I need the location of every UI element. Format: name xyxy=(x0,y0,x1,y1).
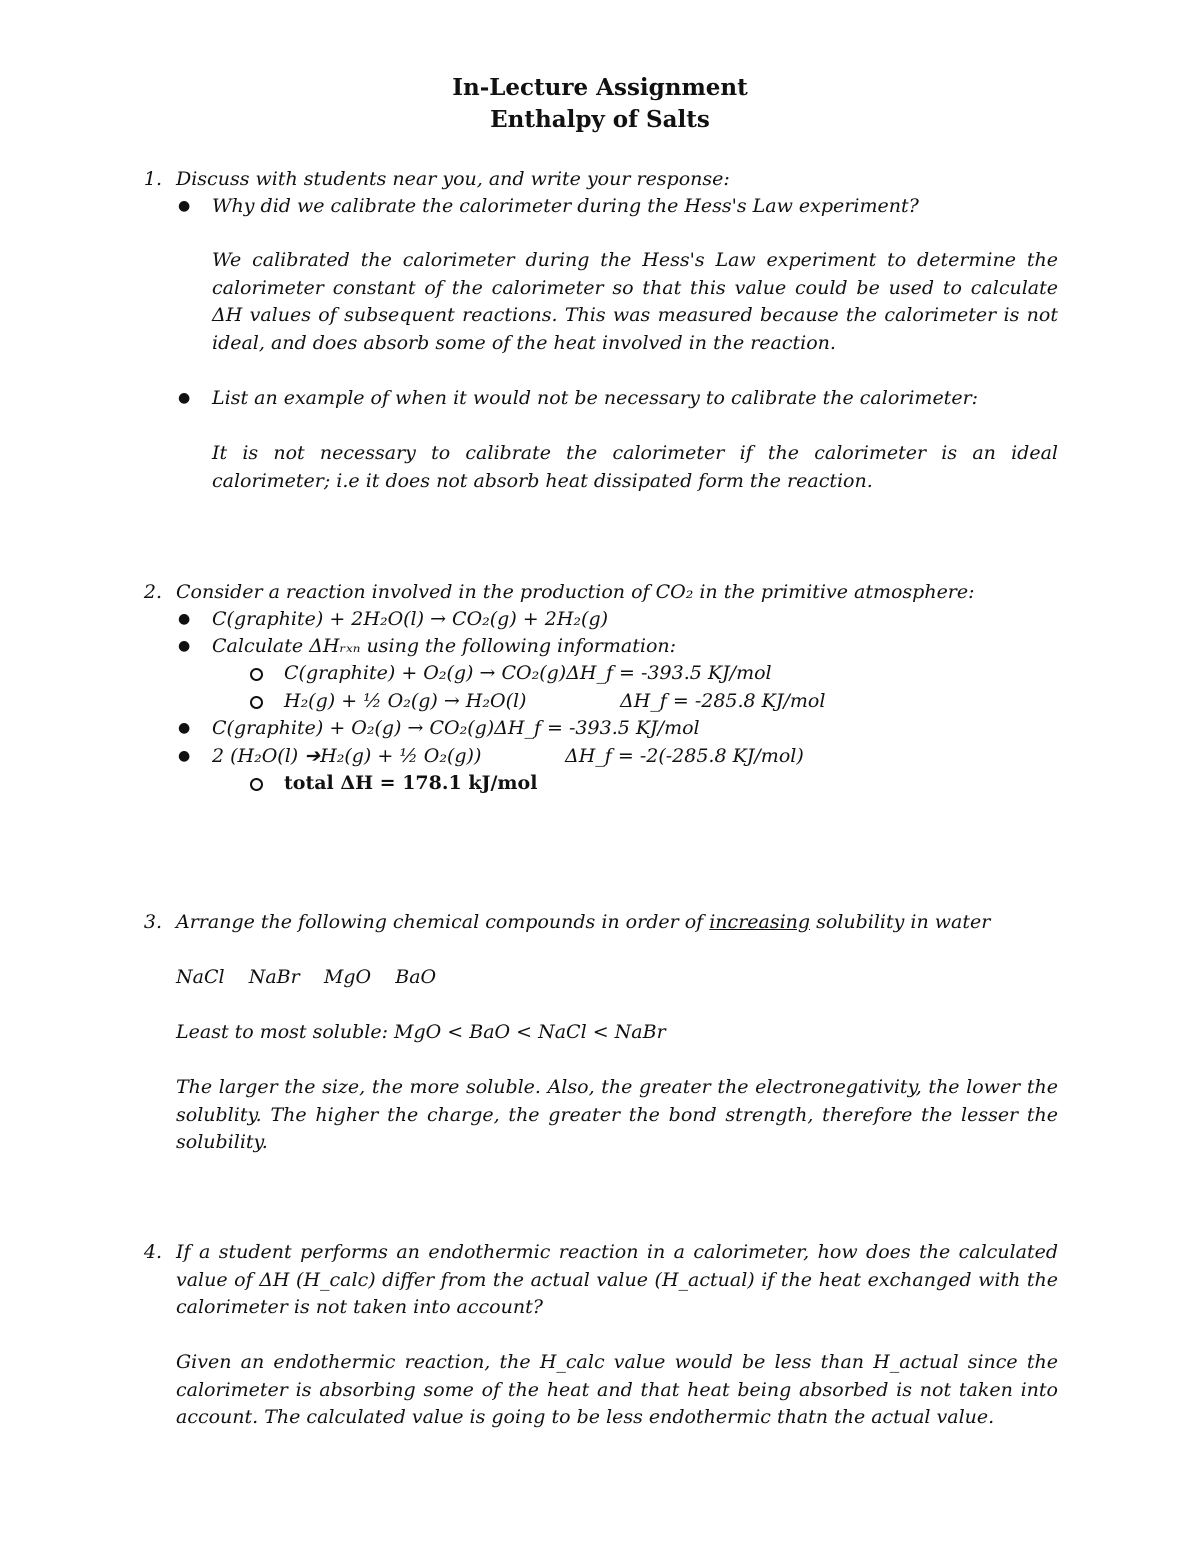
q2-step-2-enthalpy: ΔH_f = -2(-285.8 KJ/mol) xyxy=(565,745,804,767)
q3-prompt: Arrange the following chemical compounds in order of increasing solubility in water xyxy=(176,911,991,933)
q2-sub-1: C(graphite) + O₂(g) → CO₂(g)ΔH_f = -393.5 KJ/mol xyxy=(284,662,772,684)
q3-underlined-word: increasing xyxy=(709,911,811,933)
bullet-icon: ● xyxy=(178,720,191,736)
q2-step-2-equation: 2 (H₂O(l) ➔H₂(g) + ½ O₂(g)) xyxy=(212,745,482,767)
q2-total: total ΔH = 178.1 kJ/mol xyxy=(284,772,538,794)
bullet-icon: ● xyxy=(178,748,191,764)
q2-calc: Calculate ΔHᵣₓₙ using the following information: xyxy=(212,635,677,657)
title-line-1: In-Lecture Assignment xyxy=(452,74,748,101)
q4-number: 4. xyxy=(143,1241,162,1263)
q1-prompt: Discuss with students near you, and write your response: xyxy=(176,168,730,190)
bullet-icon: ● xyxy=(178,390,191,406)
q3-compounds: NaCl NaBr MgO BaO xyxy=(176,966,437,988)
q2-step-1: C(graphite) + O₂(g) → CO₂(g)ΔH_f = -393.5 KJ/mol xyxy=(212,717,700,739)
q2-sub-2-enthalpy: ΔH_f = -285.8 KJ/mol xyxy=(620,690,826,712)
q2-sub-2-equation: H₂(g) + ½ O₂(g) → H₂O(l) xyxy=(284,690,527,712)
circle-bullet-icon xyxy=(250,778,263,791)
q3-number: 3. xyxy=(143,911,162,933)
q1-answer-2: It is not necessary to calibrate the calorimeter if the calorimeter is an ideal calorimeter; i.e it does not absorb heat dissipated form the reaction. xyxy=(212,442,1058,492)
circle-bullet-icon xyxy=(250,668,263,681)
q3-order: Least to most soluble: MgO < BaO < NaCl < NaBr xyxy=(176,1021,666,1043)
q4-answer: Given an endothermic reaction, the H_calc value would be less than H_actual since the calorimeter is absorbing some of the heat and that heat being absorbed is not taken into account. The calculated value is going to be less endothermic thatn the actual value. xyxy=(176,1351,1058,1428)
bullet-icon: ● xyxy=(178,638,191,654)
q2-prompt: Consider a reaction involved in the production of CO₂ in the primitive atmosphere: xyxy=(176,581,975,603)
q3-explanation: The larger the size, the more soluble. Also, the greater the electronegativity, the lower the solublity. The higher the charge, the greater the bond strength, therefore the lesser the solubility. xyxy=(176,1076,1058,1153)
q4-question: If a student performs an endothermic reaction in a calorimeter, how does the calculated value of ΔH (H_calc) differ from the actual value (H_actual) if the heat exchanged with the calorimeter is not taken into account? xyxy=(176,1241,1058,1318)
q1-bullet-1: Why did we calibrate the calorimeter during the Hess's Law experiment? xyxy=(212,195,919,217)
circle-bullet-icon xyxy=(250,696,263,709)
bullet-icon: ● xyxy=(178,611,191,627)
q2-number: 2. xyxy=(143,581,162,603)
q1-bullet-2: List an example of when it would not be necessary to calibrate the calorimeter: xyxy=(212,387,979,409)
q2-reaction: C(graphite) + 2H₂O(l) → CO₂(g) + 2H₂(g) xyxy=(212,608,609,630)
title-line-2: Enthalpy of Salts xyxy=(490,106,710,133)
bullet-icon: ● xyxy=(178,198,191,214)
q1-answer-1: We calibrated the calorimeter during the Hess's Law experiment to determine the calorimeter constant of the calorimeter so that this value could be used to calculate ΔH values of subsequent reactions. This was measured because the calorimeter is not ideal, and does absorb some of the heat involved in the reaction. xyxy=(212,249,1058,354)
q1-number: 1. xyxy=(143,168,162,190)
